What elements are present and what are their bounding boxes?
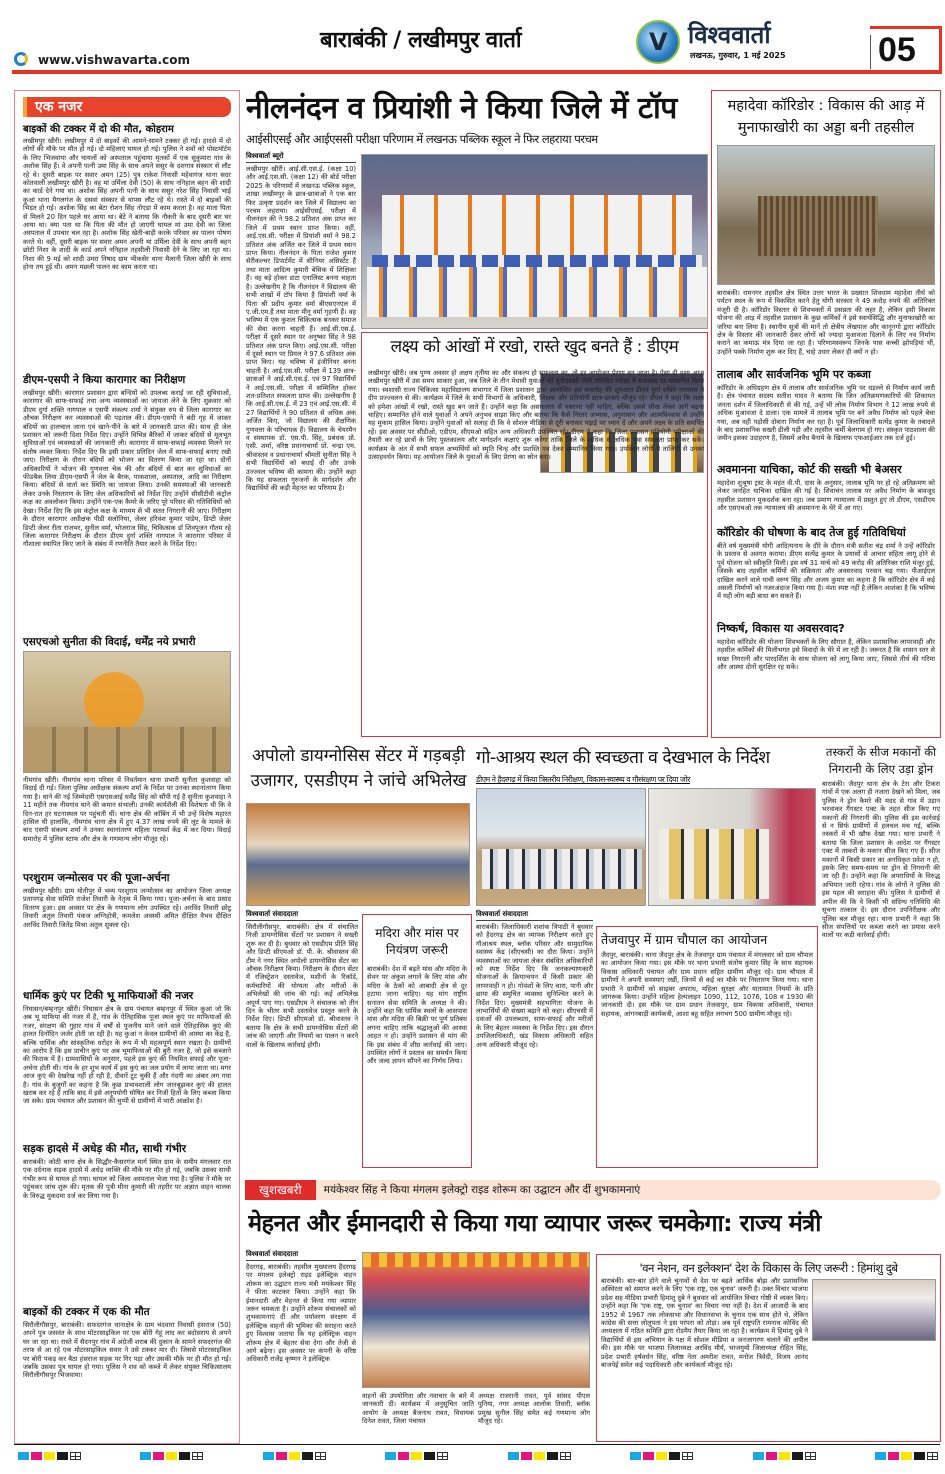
left-article-5 — [23, 989, 231, 1140]
lead-subheadline: आईसीएसई और आईएससी परीक्षा परिणाम में लखनऊ पब्लिक स्कूल ने फिर लहराया परचम — [246, 132, 598, 146]
apollo-headline: अपोलो डायग्नोसिस सेंटर में गड़बड़ी उजागर, एसडीएम ने जांचे अभिलेख — [250, 746, 467, 791]
color-swatch — [875, 1452, 886, 1460]
paper-name: विश्ववार्ता — [688, 21, 771, 49]
section-text: महादेवा शुश्रूषा ट्रस्ट के महंत वी.पी. दास के अनुसार, तालाब भूमि पर हो रहे अतिक्रमण को लेकर जनहित याचिका दाखिल की गई है। शिवाचंन तालाब पर अवैध निर्माण के बावजूद तहसील प्रशासन मूकदर्शक बना रहा। जब प्रमाण न्यायालय में प्रस्तुत हुए तो डीएम, एसडीएम और एसएचओ तक न्यायालय की अवमानना के घेरे में आ गए। — [717, 479, 935, 513]
cow-body — [476, 910, 593, 1168]
article-title: सड़क हादसे में अधेड़ की मौत, साथी गंभीर — [23, 1143, 187, 1155]
dm-story — [361, 332, 708, 737]
crosshair-mark-icon — [192, 1452, 203, 1460]
cow-headline: गो-आश्रय स्थल की स्वच्छता व देखभाल के निर्देश — [476, 748, 770, 768]
masthead — [0, 0, 945, 76]
color-bar — [630, 1452, 693, 1460]
drone-text: बाराबंकी। जैदपुर थाना क्षेत्र के टेरा और टिकरा गांवों में एक अलग ही नजारा देखने को मिला, जब पुलिस ने ड्रोन कैमरे की मदद से गांव में उड़ान भरवाकर गैंगस्टर एक्ट के तहत सीज किए गए मकानों की निगरानी की। पुलिस की इस कार्रवाई से न सिर्फ ग्रामीणों में हलचल मच गई, बल्कि तस्करों में भी खौफ देखा गया। थाना प्रभारी ने बताया कि जिला प्रशासन के आदेश पर गैंगस्टर एक्ट में तस्करों के मकान सीज किए गए हैं। सीज मकानों में किसी प्रकार का अनधिकृत प्रवेश न हो, इसके लिए समय-समय पर ड्रोन से निगरानी की जा रही है। उन्होंने कहा कि अपराधियों के विरुद्ध अभियान जारी रहेगा। गांव के लोगों ने पुलिस की इस पहल की सराहना की। पुलिस ने ग्रामीणों से अपील की कि वे किसी भी संदिग्ध गतिविधि की सूचना तत्काल दें। इस दौरान उपनिरीक्षक और पुलिस बल मौजूद रहा। थाना प्रभारी ने कहा कि सीज संपत्तियों पर कब्जा करने का प्रयास करने वालों पर कड़ी कार्रवाई होगी। — [822, 780, 940, 940]
byline: विश्ववार्ता संवाददाता — [476, 910, 593, 921]
crosshair-mark-icon — [70, 1452, 81, 1460]
color-swatch — [766, 1452, 777, 1460]
seminar-photo — [812, 1279, 936, 1341]
section-title: कॉरिडोर की घोषणा के बाद तेज हुई गतिविधियां — [717, 526, 906, 539]
left-article-2 — [23, 373, 231, 633]
color-swatch — [669, 1452, 680, 1460]
right-column — [711, 90, 941, 738]
color-swatch — [44, 1452, 55, 1460]
ek-nazar-tag: एक नजर — [23, 97, 231, 117]
dm-headline: लक्ष्य को आंखों में रखो, रास्ते खुद बनते हैं : डीएम — [390, 337, 679, 357]
color-swatch — [263, 1452, 274, 1460]
article-text: लखीमपुर खीरी। लखीमपुर में दो बाइकों की आमने-सामने टक्कर हो गई। हादसे में दो लोगों की मौके पर मौत हो गई। दो महिलाएं घायल हो गई। पुलिस ने शवों को पोस्टमॉर्टम के लिए भिजवाया और घायलों को अस्पताल पहुंचाया मृतकों में एक सुकुमारा गांव के अशोक सिंह हैं। वे अपनी पत्नी उमा सिंह के साथ अपने ससुर के दशगात्र संस्कार से लौट रहे थे। दूसरी बाइक पर सवार अमन (25) पुत्र राकेश निवासी महेवागंज थाना सदर कोतवाली लखीमपुर खीरी है। वह मां उर्मिला देवी (50) के साथ ननिहाल बहन की शादी का कार्ड देने गया था। अशोक सिंह अपनी पत्नी के साथ ससुर नरेश सिंह निवासी भाई कुआं थाना मैगलगंज के दसवां संस्कार से वापस लौट रहे थे। रास्ते में दो बाइकों की भिड़ंत हो गई। अशोक सिंह का बेटा रोशन सिंह नोएडा में काम करता है। वह माता पिता से मिलने 20 दिन पहले घर आया था। बेटे ने बताया कि नौकरी के बाद दूसरी बार घर आया था। क्या पता था कि पिता की मौत हो जाएगी घायल मां उमा देवी का जिला अस्पताल में उपचार चल रहा है। अशोक सिंह खेती-बाड़ी करके परिवार का पालन पोषण करते थे। वहीं, दूसरी बाइक पर सवार अमन अपनी मां उर्मिला देवी के साथ अपनी बहन छोटी निशा के शादी के कार्ड अपने ननिहाल तहसीली निवासी देने के लिए जा रहा था। निशा की 9 मई को शादी उमरा निषाद ग्राम भीकसेर थाना मैलानी जिला खीरी के साथ होना तय हुई थी। अमन मछली पालन का काम करता था। — [23, 137, 231, 272]
lead-text: लखीमपुर खीरी। आई.सी.एस.ई. (कक्षा 10) और आई.एस.सी. (कक्षा 12) की बोर्ड परीक्षा 2025 के परिणामों में लखनऊ पब्लिक स्कूल, शाखा लखीमपुर के छात्र-छात्राओं ने एक बार फिर उत्कृष्ट प्रदर्शन कर जिले में विद्यालय का परचम लहराया। आईसीएसई. परीक्षा में नीलनंदन की ने 98.2 प्रतिशत अंक प्राप्त कर जिले में प्रथम स्थान प्राप्त किया। वहीं, आई.एस.सी. परीक्षा में प्रियांशी वर्मा ने 98.2 प्रतिशत अंक अर्जित कर जिले में प्रथम स्थान प्राप्त किया। नीलनंदन के पिता राजेश कुमार सेरीकल्चर डिपार्टमेंट में सीनियर असिस्टेंट हैं तथा माता आदित्य कुमारी बेसिक में शिक्षिका हैं। वह बड़े होकर डाटा एनालिस्ट बनना चाहता है। उल्लेखनीय है कि नीलनंदन ने विद्यालय की सभी शाखों में टॉप किया है प्रियांशी वर्मा के पिता श्री प्रदीप कुमार वर्मा बीएसएनएल में ए.जी.एम.हैं तथा माता मीनू वर्मा गृहणी हैं। वह भविष्य में एक कुशल चिकित्सक बनकर समाज की सेवा करना चाहती हैं। आई.सी.एस.ई. परीक्षा में दूसरे स्थान पर अनुष्का सिंह ने 98 प्रतिशत अंक प्राप्त किए। आई.एस.सी. परीक्षा में दूसरे स्थान पर प्रियल ने 97.6 प्रतिशत अंक प्राप्त किए। यह भविष्य में इंजीनियर बनना चाहती है। आई.एस.सी. परीक्षा में 139 छात्र-छात्राओं ने आई.सी.एस.ई. एवं 97 विद्यार्थियों ने आई.एस.सी. परीक्षा में सम्मिलित होकर शत-प्रतिशत सफलता प्राप्त की। उल्लेखनीय है कि आई.सी.एस.ई. में 23 एवं आई.एस.सी. में 27 विद्यार्थियों ने 90 प्रतिशत से अधिक अंक अर्जित किए, जो विद्यालय की शैक्षणिक गुणवत्ता के परिचायक हैं। विद्यालय के चेयरमैन व संस्थापक डॉ. एस.पी. सिंह, प्रबंधक प्रो. एसी. शर्मा, वरिष्ठ प्रधानाचार्या प्रो. चन्द्रा एम. श्रीवास्तव व प्रधानाचार्या श्रीमती सुनीता सिंह ने सभी विद्यार्थियों को बधाई दी और उनके उज्ज्वल भविष्य की कामना की। उन्होंने कहा कि यह सफलता गुरुजनों के मार्गदर्शन और विद्यार्थियों की कड़ी मेहनत का परिणाम है। — [246, 165, 356, 493]
tejwapur-headline: तेजवापुर में ग्राम चौपाल का आयोजन — [601, 932, 768, 947]
color-swatch — [630, 1452, 641, 1460]
page-number-box — [870, 26, 942, 72]
apollo-inspection-photo — [246, 803, 470, 906]
khushkhabri-headline: मेहनत और ईमानदारी से किया गया व्यापार जरूर चमकेगा: राज्य मंत्री — [248, 1209, 821, 1237]
article-title: एसएचओ सुनीता की विदाई, धर्मेंद्र नये प्रभारी — [23, 636, 196, 648]
section-text: कॉरिडोर के अधिग्रहण क्षेत्र में तालाब और सार्वजनिक भूमि पर धड़ल्ले से निर्माण कार्य जारी है। क्षेत्र पंचायत सदस्य सतीश यादव ने बताया कि जिन अतिक्रमणकारियों की शिकायत जनता दर्शन में जिलाधिकारी से की गई, उन्हें भी लोक निर्माण विभाग ने 12 लाख रुपये से अधिक मुआवजा दे डाला। एक मामले में तालाब भूमि पर बने अवैध निर्माण को पहले बेचा गया, अब वही पड़ोसी दोबारा निर्माण कर रहा है। पूर्व जिलाधिकारी सत्येंद्र कुमार के तबादले के बाद प्रशासनिक सख्ती ढीली पड़ी और तहसील कर्मी बेलगाम हो गए। संस्कृत पाठशाला की जमीन इसका उदाहरण है, जिसमें अवैध बैनामे के खिलाफ एफआईआर तक दर्ज हुई। — [717, 384, 935, 443]
color-swatch — [302, 1452, 313, 1460]
left-article-3 — [23, 635, 231, 869]
article-text: लखीमपुर खीरी। कारागार प्रशासन द्वारा बन्दियों को उपलब्ध कराई जा रही सुविधाओं, कारागार की साफ-सफाई तथा अन्य व्यवस्थाओं का जायजा लेने के लिए शुक्रवार को डीएम दुर्गा शक्ति नागपाल व एसपी संकल्प शर्मा ने संयुक्त रुप से जिला कारागार का औचक निरीक्षण कर व्यवस्थाओं की पड़ताल की। डीएम-एसपी ने बंदी गृह में जाकर बंदियों का हालचाल जाना एवं खाने-पीने के बारे में जानकारी प्राप्त की। साथ ही जेल प्रशासन को जरूरी दिशा निर्देश दिए। उन्होंने विभिन्न बैरिकों में जाकर बंदियों से मूलभूत सुविधाओं एवं व्यवस्थाओं की जानकारी ली। कारागार में साफ-सफाई व्यवस्था मिलने पर संतोष व्यक्त किया। निर्देश दिए कि इसी प्रकार प्रतिदिन जेल में साफ-सफाई बनाए रखी जाए। निरीक्षण के दौरान बंदियों को भोजन का वितरण किया जा रहा था। दोनों अधिकारियों ने भोजन की गुणवत्ता चेक की और बंदियों से बात कर सुविधाओं का फीडबैक लिया डीएम-एसपी ने जेल के बैरक, पाकशाला, अस्पताल, आदि का निरीक्षण किया। बंदियों से वार्ता कर स्थिति का जायजा लिया। उनकी समस्याओं की जानकारी लेकर उनके निस्तारण के लिए जेल अधिकारियों को निर्देश दिए उन्होंने सीसीटीवी कंट्रोल कक्ष का अवलोकन किया। उन्होंने एक-एक कैमरे के जरिए पूरे परिसर की गतिविधियों को देखा। निर्देश दिए कि इस कंट्रोल कक्ष के माध्यम से भी सतत निगरानी की जाए। निरीक्षण के दौरान कारागार अधीक्षक पीडी सलोनिया, जेलर हरिवंश कुमार पांडेय, डिप्टी जेलर डिप्टी जेलर रीता राजभर, सुनील वर्मा, भोजराज सिंह, चिकित्सक डॉ शिवपूजन गौतम रहे जिला कारागार निरीक्षण के दौरान डीएम दुर्गा शक्ति नागपाल ने कारागार परिसर में गौशाला स्थापित किए जाने के संबंध में रणनीति तैयार करने के निर्देश दिए। — [23, 389, 231, 549]
color-swatch — [508, 1452, 519, 1460]
dateline: लखनऊ, गुरुवार, 1 मई 2025 — [690, 51, 786, 60]
color-bar — [18, 1452, 81, 1460]
drone-headline: तस्करों के सीज मकानों की निगरानी के लिए उड़ा ड्रोन — [825, 745, 937, 776]
one-nation-headline: 'वन नेशन, वन इलेक्शन' देश के विकास के लिए जरूरी : हिमांशु दुबे — [639, 1261, 898, 1275]
color-swatch — [753, 1452, 764, 1460]
lead-headline: नीलनंदन व प्रियांशी ने किया जिले में टॉप — [246, 91, 677, 126]
toppers-group-photo — [361, 154, 708, 329]
header-rule — [12, 70, 942, 74]
color-bar — [508, 1452, 571, 1460]
cow-subheadline: डीएम ने हैदरगढ़ में किया त्रिस्तरीय निरीक्षण, विकास-स्वास्थ्य व गौसंरक्षण पर दिया जोर — [476, 775, 690, 784]
right-headline: महादेवा कॉरिडोर : विकास की आड़ में मुनाफाखोरी का अड्डा बनी तहसील — [727, 98, 925, 136]
section-title: अवमानना याचिका, कोर्ट की सख्ती भी बेअसर — [717, 463, 902, 476]
khushkhabri-text-col3: अध्यक्ष राजरानी रावत, पूर्व सांसद पीएल पुनिया, नगर अध्यक्ष आलोक तिवारी, ब्लॉक प्रमुख सुनील सिंह समेत कई गणमान्य लोग मौजूद रहे। — [478, 1392, 590, 1426]
section-title: निष्कर्ष, विकास या अवसरवाद? — [717, 622, 845, 635]
article-text: बाराबंकी। कोठी थाना क्षेत्र के सिद्धौर-कैसरगंज मार्ग स्थित ग्राम के समीप मंगलवार रात एक दर्दनाक सड़क हादसे में अधेड़ व्यक्ति की मौके पर मौत हो गई, जबकि उसका साथी गंभीर रूप से घायल हो गया। घायल को जिला अस्पताल भेजा गया है। पुलिस ने मौके पर पहुंचकर जांच शुरू की। मृतक की पुत्री मीना कुमारी की तहरीर पर अज्ञात वाहन चालक के विरुद्ध मुकदमा दर्ज कर लिया गया है। — [23, 1158, 231, 1200]
color-swatch — [276, 1452, 287, 1460]
article-text: निघासन/बम्हनपुर खीरी। निघासन क्षेत्र के ग्राम पंचायत बम्हनपुर में स्थित कुआं जो कि अब भू माफिया की नजर में है, गांव के ऐतिहासिक पूजा स्थल कुएं पर माफियाओं की नजर, संरक्षण की गुहार गांव में वर्षों से पूजनीय माने जाने वाले ऐतिहासिक कुएं की हालत दिनोंदिन जर्जर होती जा रही है। यह कुआं न केवल ग्रामीणों की आस्था का केंद्र है, बल्कि धार्मिक और सांस्कृतिक धरोहर के रूप में भी महत्वपूर्ण स्थान रखता है। ग्रामीणों का आरोप है कि इस प्राचीन कुएं पर अब भूमाफियाओं की बुरी नजर है, जो इसे कब्जाने की फिराक में है। ग्रामवासियों के अनुसार, पहले इस कुएं की नियमित सफाई और पूजा-अर्चना होती थी। गांव के हर शुभ कार्य में इस कुएं का जल प्रयोग में लाया जाता था। मगर आज कुएं की देखरेख नहीं हो रही है, दीवारें टूट चुकी हैं और गंदगी का अंबार लग गया है। गांव के बुजुर्गों का कहना है कि कुछ प्रभावशाली लोग जानबूझकर कुएं की हालत खराब कर रहे हैं ताकि बाद में इसे अनुपयोगी घोषित कर निजी हितों के लिए कब्जा किया जा सके। ग्राम पंचायत और प्रशासन की चुप्पी से ग्रामीणों में भारी आक्रोश है। — [23, 1005, 231, 1106]
byline: विश्ववार्ता संवाददाता — [246, 1250, 356, 1261]
khushkhabri-strap — [245, 1180, 941, 1200]
tejwapur-box — [596, 926, 818, 1168]
color-swatch — [289, 1452, 300, 1460]
byline: विश्ववार्ता ब्यूरो — [246, 152, 356, 163]
color-swatch — [656, 1452, 667, 1460]
byline: विश्ववार्ता संवाददाता — [246, 910, 358, 921]
paper-logo-icon: V — [636, 20, 680, 64]
lead-body — [246, 152, 356, 737]
color-bar — [385, 1452, 448, 1460]
chc-inspection-photo — [648, 788, 816, 906]
color-swatch — [792, 1452, 803, 1460]
one-nation-box — [596, 1254, 941, 1442]
khushkhabri-text: हैदरगढ़, बाराबंकी। तहसील मुख्यालय हैदरगढ़ पर मंगलम इलेक्ट्रो राइड इलेक्ट्रिक वाहन शोरूम का उद्घाटन राज्य मंत्री मयंकेश्वर सिंह ने फीता काटकर किया। उन्होंने कहा कि ईमानदारी और मेहनत से किया गया व्यापार जरूर चमकता है। उन्होंने शोरूम संचालकों को शुभकामनाएं दीं और पर्यावरण संरक्षण में इलेक्ट्रिक वाहनों की भूमिका की सराहना करते हुए विश्वास जताया कि यह इलेक्ट्रिक वाहन शोरूम क्षेत्र में बेहतर सेवा देगा और तेजी से आगे बढ़ेगा। इस अवसर पर कंपनी के वरिष्ठ अधिकारी राजेंद्र कृष्णन ने इलेक्ट्रिक — [246, 1263, 356, 1364]
website-link[interactable]: www.vishwavarta.com — [38, 53, 190, 67]
temple-text: बाराबंकी। देश में बढ़ते मांस और मदिरा के सेवन पर अंकुश लगाने के लिए मांस और मदिरा के ठेकों को आबादी क्षेत्र से दूर हटाया जाना चाहिए। यह मांग राष्ट्रीय सनातन सेवा समिति के अध्यक्ष ने की। उन्होंने कहा कि धार्मिक स्थलों के आसपास मांस और मदिरा की बिक्री पर पूर्ण प्रतिबंध लगना चाहिए ताकि श्रद्धालुओं की आस्था आहत न हो। उन्होंने प्रशासन से मांग की कि इस संबंध में शीघ्र कार्रवाई की जाए। उपस्थित लोगों ने प्रस्ताव का समर्थन किया और जल्द ज्ञापन सौंपने का निर्णय लिया। — [367, 965, 467, 1066]
article-title: डीएम-एसपी ने किया कारागार का निरीक्षण — [23, 374, 186, 386]
color-swatch — [153, 1452, 164, 1460]
article-text: लखीमपुर खीरी। ग्राम मोतीपुर में भव्य परशुराम जन्मोत्सव का आयोजन जिला अध्यक्ष प्रतापगढ़ सेवा समिति राजेश तिवारी के नेतृत्व में किया गया। पूजा-अर्चना के बाद प्रसाद वितरण हुआ। इस अवसर पर क्षेत्र के गणमान्य लोग उपस्थित रहे। अरविंद तिवारी छोटू तिवारी अतुल तिवारी पंकज अग्निहोत्री, कमलेश अवस्थी अमित दीक्षित वैभव दीक्षित अरविंद तिवारी जितेंद्र मिश्रा अतुल शुक्ला रहे। — [23, 887, 231, 929]
color-swatch — [398, 1452, 409, 1460]
cow-shelter-photo — [476, 788, 646, 906]
footer-rule — [14, 1444, 940, 1445]
color-swatch — [411, 1452, 422, 1460]
color-bar — [140, 1452, 203, 1460]
khushkhabri-text-col2: वाहनों की उपयोगिता और नवाचार के बारे में जानकारी दी। कार्यक्रम में अनुसूचित जाति आयोग के अध्यक्ष बैजनाथ रावत, विधायक दिनेश रावत, जिला पंचायत — [362, 1392, 474, 1426]
khushkhabri-body — [246, 1250, 356, 1442]
showroom-inauguration-photo — [362, 1252, 590, 1388]
drone-story — [822, 744, 940, 1168]
color-swatch — [424, 1452, 435, 1460]
farewell-photo — [23, 651, 231, 773]
color-bar — [263, 1452, 326, 1460]
color-swatch — [31, 1452, 42, 1460]
left-article-6 — [23, 1142, 231, 1303]
left-column — [14, 90, 240, 1444]
color-swatch — [57, 1452, 68, 1460]
crosshair-mark-icon — [437, 1452, 448, 1460]
color-swatch — [140, 1452, 151, 1460]
color-swatch — [643, 1452, 654, 1460]
crosshair-mark-icon — [805, 1452, 816, 1460]
crosshair-mark-icon — [927, 1452, 938, 1460]
article-title: परशुराम जन्मोत्सव पर की पूजा-अर्चना — [23, 872, 170, 884]
registration-marks — [18, 1452, 938, 1460]
corridor-photo — [717, 145, 935, 285]
tejwapur-text: जैदपुर, बाराबंकी। थाना जैदपुर क्षेत्र के तेजवापुर ग्राम पंचायत में मंगलवार को ग्राम चौपाल का आयोजन किया गया। इस मौके पर थाना प्रभारी संतोष कुमार सिंह के साथ सहायक विकास अधिकारी पंचायत और ग्राम प्रधान सहित ग्रामीण मौजूद रहे। ग्राम चौपाल में ग्रामीणों ने अपनी समस्याएं रखीं, जिनमें से कई का मौके पर निस्तारण किया गया। थाना प्रभारी ने ग्रामीणों को साइबर अपराध, महिला सुरक्षा और यातायात नियमों के प्रति जागरूक किया। उन्होंने महिला हेल्पलाइन 1090, 112, 1076, 108 व 1930 की जानकारी दी। इस मौके पर ग्राम प्रधान तेजवापुर, ग्राम विकास अधिकारी, पंचायत सहायक, आंगनबाड़ी कार्यकत्री, आशा बहू सहित लगभग 500 ग्रामीण मौजूद रहे। — [601, 951, 813, 1018]
khushkhabri-tag: खुशखबरी — [245, 1180, 316, 1200]
section-text: महादेवा कॉरिडोर की योजना शिवभक्तों के लिए सौगात है, लेकिन प्रशासनिक लापरवाही और तहसील कर्मिकों की मिलीभगत इसे विवादों के घेरे में ला रही है। जरूरत है कि शासन स्तर से सख्त निगरानी और पारदर्शिता के साथ योजना को लागू किया जाए, जिससे तीर्थ की गरिमा और आस्था दोनों सुरक्षित रह सकें। — [717, 638, 935, 672]
apollo-body — [246, 910, 358, 1168]
temple-box — [362, 914, 472, 1168]
crosshair-mark-icon — [682, 1452, 693, 1460]
section-title: बाराबंकी / लखीमपुर वार्ता — [320, 28, 522, 53]
left-article-1 — [23, 121, 231, 371]
color-swatch — [166, 1452, 177, 1460]
color-swatch — [888, 1452, 899, 1460]
color-bar — [875, 1452, 938, 1460]
browser-icon — [14, 52, 28, 66]
apollo-text: सिरौलीगौसपुर, बाराबंकी। क्षेत्र में संचालित निजी डायग्नोसिस सेंटरों पर प्रशासन ने सख्ती शुरू कर दी है। बुधवार को एसडीएम प्रीति सिंह और डिप्टी सीएमओ डॉ. पी. के. श्रीवास्तव की टीम ने नगर स्थित अपोलो डायग्नोसिस सेंटर का औचक निरीक्षण किया। निरीक्षण के दौरान सेंटर में रजिस्ट्रेशन दस्तावेज, मशीनों के रिकॉर्ड, कर्मचारियों की योग्यता और मरीजों के अभिलेखों की जांच की गई। कई अभिलेख अपूर्ण पाए गए। एसडीएम ने संचालक को तीन दिन के भीतर सभी दस्तावेज प्रस्तुत करने के निर्देश दिए। डिप्टी सीएमओ डॉ. श्रीवास्तव ने बताया कि क्षेत्र के सभी डायग्नोसिस सेंटरों की जांच की जाएगी और नियमों का पालन न करने वालों के खिलाफ कार्रवाई होगी। — [246, 923, 358, 1049]
color-swatch — [385, 1452, 396, 1460]
article-text: सिरौलीगौसपुर, बाराबंकी। सफदरगंज थानाक्षेत्र के ग्राम चंदवारा निवासी हंसराज (50) अपने पुत्र जसवंत के साथ मोटरसाइकिल पर एक बोरी गेहूं लाद कर बदोसराय से अपने घर जा रहा था। रास्ते में सैदनपुर गांव में अंग्रेजी शराब की दुकान के सामने सफदरगंज की तरफ से आ रहे एक मोटरसाइकिल सवार ने उसे टक्कर मार दी। जिससे मोटरसाइकिल पर बोरी पकड़ कर बैठा हंसराज सड़क पर गिर पड़ा और उसकी मौके पर ही मौत हो गई। जबकि उसका पुत्र घायल हो गया। पुलिस ने शव को कब्जे में लेकर संयुक्त चिकित्सालय सिरौलीगौसपुर भिजवाया। — [23, 1321, 231, 1380]
section-text: बीते वर्ष मुख्यमंत्री योगी आदित्यनाथ के दौरे के दौरान मंत्री सतीश चंद्र शर्मा ने उन्हें कॉरिडोर के प्रस्ताव से अवगत कराया। डीएम सत्येंद्र कुमार के प्रयासों से आचार संहिता लागू होने से पूर्व योजना को स्वीकृति मिली। इस वर्ष 31 मार्च को 49 करोड़ की अतिरिक्त राशि मंजूर हुई, जिसके बाद तहसील कर्मियों की सक्रियता और अवसरवाद परवान चढ़ गया। पीआईएल दाखिल करने वाले याची वरुण सिंह और अजय कुमार का कहना है कि कॉरिडोर क्षेत्र में कई असली निर्माणों को नजरअंदाज किया गया है। मंशा स्पष्ट नहीं है लेकिन आशंका है कि भविष्य में यही लोग बड़ी बाधा बन सकते हैं। — [717, 542, 935, 601]
article-title: बाइकों की टक्कर में एक की मौत — [23, 1306, 150, 1318]
color-swatch — [547, 1452, 558, 1460]
article-text: नीमगांव खीरी। नीमगांव थाना परिसर में निवर्तमान थाना प्रभारी सुनीता कुशवाहा को विदाई दी गई। जिला पुलिस अधीक्षक संकल्प शर्मा के निर्देश पर उनका स्थानांतरण किया गया है। थाने की नई जिम्मेदारी एसएसआई धर्मेंद्र सिंह को सौंपी गई है सुनीता कुशवाहा ने 11 महीने तक नीमगांव थाने की कमान संभाली। उनकी कार्यशैली की विशेषता थी कि वे दिन-रात हर घटनास्थल पर पहुंचती थीं। थाना क्षेत्र की कॉबिंग में भी उन्हें विशेष महारत हासिल थी हालांकि, नीमगांव थाना क्षेत्र में हुए 4.37 लाख रुपये की लूट के मामले के बाद एसपी संकल्प शर्मा ने उनका स्थानांतरण महिला परामर्श केंद्र में कर दिया। विदाई समारोह में पुलिस स्टाफ और क्षेत्र के गणमान्य लोग मौजूद रहे। — [23, 776, 231, 843]
khushkhabri-strap-text: मयंकेश्वर सिंह ने किया मंगलम इलेक्ट्रो राइड शोरूम का उद्घाटन और दीं शुभकामनाएं — [323, 1184, 641, 1196]
dm-text-col1: लखीमपुर खीरी। जब पुण्य अवसर हो अक्षय तृतीया का और संकल्प हो सफलता का, तो हर आयोजन प्रेरणा बन जाता है। ऐसा ही दृश्य आज लखीमपुर खीरी में उस समय साकार हुआ, जब जिले के तीन मेधावी युवाओं को यूपीएससी जैसी प्रतिष्ठित परीक्षा में सफलता पर सम्मानित किया गया। स्वशासी राज्य चिकित्सा महाविद्यालय सभागार में जिला प्रशासन द्वारा आयोजित इस समारोह की शुरुआत डीएम दुर्गा शक्ति नागपाल ने दीप प्रज्ज्वलन से की। कार्यक्रम में जिले के सभी विभागों के अधिकारी, शिक्षक और प्रतियोगी छात्र-छात्राएं मौजूद रहे। डीएम ने कहा कि लक्ष्य को हमेशा आंखों में रखो, रास्ते खुद बन जाते हैं। उन्होंने कहा कि असफलता से घबराना नहीं चाहिए, बल्कि उससे सीख लेकर आगे बढ़ना चाहिए। सम्मानित होने वाले युवाओं ने अपने अनुभव साझा किए और बताया कि कैसे निरंतर अभ्यास, अनुशासन और आत्मविश्वास से उन्होंने यह मुकाम हासिल किया। उन्होंने युवाओं को सलाह दी कि वे सोशल मीडिया से दूरी बनाकर पढ़ाई पर ध्यान दें और अपने लक्ष्य के प्रति समर्पित रहें। इस अवसर पर सीडीओ, एडीएम, सीएमओ सहित अन्य अधिकारी उपस्थित रहे। डीएम ने कहा कि जिला प्रशासन प्रतियोगी परीक्षाओं की तैयारी कर रहे छात्रों के लिए पुस्तकालय और मार्गदर्शन कक्षाएं शुरू करेगा ताकि जिले के अधिक से अधिक युवा सफलता प्राप्त कर सकें। कार्यक्रम के अंत में सभी सफल अभ्यर्थियों को स्मृति चिन्ह और प्रशस्ति पत्र देकर सम्मानित किया गया। उपस्थित लोगों ने तालियों से उनका उत्साहवर्धन किया। यह आयोजन जिले के युवाओं के लिए प्रेरणा का स्रोत बना। — [368, 369, 704, 462]
color-swatch — [534, 1452, 545, 1460]
color-swatch — [179, 1452, 190, 1460]
right-intro: बाराबंकी। रामनगर तहसील क्षेत्र स्थित उत्तर भारत के प्रख्यात शिवधाम महादेवा तीर्थ को पर्यटन स्थल के रूप में विकसित करने हेतु योगी सरकार ने 49 करोड़ रुपये की अतिरिक्त मंजूरी दी है। कॉरिडोर विस्तार से शिवभक्तों में प्रसन्नता की लहर है, लेकिन इसी विकास योजना की आड़ में तहसील प्रशासन के कुछ कर्मिकों ने इसे स्वार्थसिद्धि और मुनाफाखोरी का जरिया बना लिया है। स्थानीय सूत्रों की मानें तो क्षेत्रीय लेखपाल और कानूनगो द्वारा कॉरिडोर क्षेत्र के विस्तार की जानकारी देकर लोगों को ज्यादा मुआवजा दिलाने के लिए नव निर्माण कराने का कमाऊ मंत्र दिया जा रहा है। परिणामस्वरूप जिनके पास कच्ची झोपड़ियां थीं, उन्होंने पक्के निर्माण शुरू कर दिए हैं, चाहे उधार लेकर ही क्यों न हो। — [717, 289, 935, 356]
color-swatch — [914, 1452, 925, 1460]
temple-headline: मदिरा और मांस पर नियंत्रण जरूरी — [375, 926, 459, 957]
article-title: बाइकों की टक्कर में दो की मौत, कोहराम — [23, 124, 174, 135]
page-number: 05 — [878, 31, 916, 69]
cow-text: बाराबंकी। जिलाधिकारी शशांक त्रिपाठी ने बुधवार को हैदरगढ़ क्षेत्र का व्यापक निरीक्षण करते हुए गौआश्रय स्थल, ब्लॉक परिसर और सामुदायिक स्वास्थ्य केंद्र (सीएचसी) का दौरा किया। उन्होंने व्यवस्थाओं का जायजा लेकर संबंधित अधिकारियों को स्पष्ट निर्देश दिए कि जनकल्याणकारी योजनाओं के क्रियान्वयन में किसी प्रकार की लापरवाही न हो। गोवंशों के लिए चारा, पानी और छाया की समुचित व्यवस्था सुनिश्चित करने के निर्देश दिए। मुख्यमंत्री सहभागिता योजना के लाभार्थियों की संख्या बढ़ाने को कहा। सीएचसी में दवाओं की उपलब्धता, साफ-सफाई और मरीजों के लिए बेहतर व्यवस्था के निर्देश दिए। इस दौरान उपजिलाधिकारी, खंड विकास अधिकारी सहित अन्य अधिकारी मौजूद रहे। — [476, 923, 593, 1049]
left-article-7 — [23, 1305, 231, 1401]
color-swatch — [18, 1452, 29, 1460]
color-bar — [753, 1452, 816, 1460]
section-title: तालाब और सार्वजनिक भूमि पर कब्जा — [717, 368, 871, 381]
crosshair-mark-icon — [560, 1452, 571, 1460]
crosshair-mark-icon — [315, 1452, 326, 1460]
color-swatch — [901, 1452, 912, 1460]
one-nation-text: बाराबंकी। बार-बार होने वाले चुनावों से देश पर बढ़ते आर्थिक बोझ और प्रशासनिक अस्थिरता को समाप्त करने के लिए 'एक राष्ट्र, एक चुनाव' जरूरी है। उक्त विचार भाजपा प्रदेश सह मीडिया प्रभारी हिमांशु दुबे ने बुधवार को आयोजित विचार गोष्ठी में व्यक्त किए। उन्होंने कहा कि 'एक राष्ट्र, एक चुनाव' का विचार नया नहीं है। देश में आजादी के बाद 1952 से 1967 तक लोकसभा और विधानसभा के चुनाव एक साथ होते थे, लेकिन कांग्रेस की सत्ता लोलुपता ने इस परंपरा को तोड़ा। अब पूर्व राष्ट्रपति रामनाथ कोविंद की अध्यक्षता में गठित समिति द्वारा रोडमैप तैयार किया जा रहा है। कार्यक्रम में हिमांशु दुबे ने विद्यार्थियों से इस अभियान के पक्ष में सोशल मीडिया व जनजागरण चलाने की अपील की। इस मौके पर भाजपा जिलाध्यक्ष अरविंद मौर्य, भाजयुमो जिलाध्यक्ष रोहित सिंह, प्रदेश प्रभारी हर्षवर्धन सिंह, वरिष्ठ नेता अमरीश रावत, मनोज त्रिवेदी, विजय आनंद बाजपेई समेत कई पदाधिकारी और कार्यकर्ता मौजूद रहे। — [601, 1277, 808, 1370]
left-article-4 — [23, 871, 231, 987]
article-title: धार्मिक कुएं पर टिकी भू माफियाओं की नजर — [23, 990, 194, 1002]
color-swatch — [521, 1452, 532, 1460]
color-swatch — [779, 1452, 790, 1460]
